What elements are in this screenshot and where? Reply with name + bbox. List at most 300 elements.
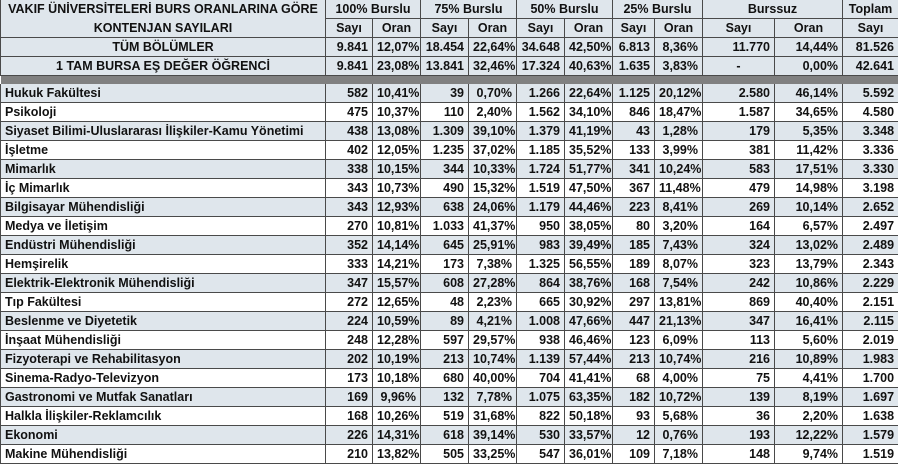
cell: 23,08%	[373, 57, 421, 76]
cell: 10,37%	[373, 103, 421, 122]
summary-label: 1 TAM BURSA EŞ DEĞER ÖĞRENCİ	[1, 57, 326, 76]
table-row	[1, 179, 898, 198]
cell: 57,44%	[565, 350, 613, 369]
cell: 182	[613, 388, 655, 407]
cell: 9.841	[326, 38, 373, 57]
cell: 8,41%	[655, 198, 703, 217]
cell: 402	[326, 141, 373, 160]
cell: 39,49%	[565, 236, 613, 255]
cell: 1.579	[843, 426, 898, 445]
cell: 213	[613, 350, 655, 369]
cell: 618	[421, 426, 469, 445]
table-row	[1, 103, 898, 122]
cell: 4,00%	[655, 369, 703, 388]
cell: 297	[613, 293, 655, 312]
cell: 2,20%	[775, 407, 843, 426]
cell: 5.592	[843, 84, 898, 103]
cell: 139	[703, 388, 775, 407]
cell: 12,93%	[373, 198, 421, 217]
cell: 123	[613, 331, 655, 350]
cell: 173	[421, 255, 469, 274]
cell: 1.309	[421, 122, 469, 141]
department-name: İnşaat Mühendisliği	[1, 331, 326, 350]
cell: 22,64%	[469, 38, 517, 57]
department-name: Endüstri Mühendisliği	[1, 236, 326, 255]
cell: 10,59%	[373, 312, 421, 331]
cell: 864	[517, 274, 565, 293]
cell: 50,18%	[565, 407, 613, 426]
cell: 3.330	[843, 160, 898, 179]
cell: 8,19%	[775, 388, 843, 407]
cell: 40,40%	[775, 293, 843, 312]
cell: 12,07%	[373, 38, 421, 57]
cell: 8,36%	[655, 38, 703, 57]
summary-label: TÜM BÖLÜMLER	[1, 38, 326, 57]
cell: 7,43%	[655, 236, 703, 255]
department-name: Medya ve İletişim	[1, 217, 326, 236]
cell: 17.324	[517, 57, 565, 76]
cell: 46,14%	[775, 84, 843, 103]
cell: 41,37%	[469, 217, 517, 236]
cell: 47,66%	[565, 312, 613, 331]
cell: 11.770	[703, 38, 775, 57]
table-row	[1, 331, 898, 350]
cell: 3,20%	[655, 217, 703, 236]
cell: 1.235	[421, 141, 469, 160]
cell: 38,76%	[565, 274, 613, 293]
group-header-50: 50% Burslu	[517, 0, 613, 19]
department-name: Ekonomi	[1, 426, 326, 445]
department-name: Fizyoterapi ve Rehabilitasyon	[1, 350, 326, 369]
cell: 7,54%	[655, 274, 703, 293]
cell: 81.526	[843, 38, 898, 57]
table-row	[1, 255, 898, 274]
cell: 32,46%	[469, 57, 517, 76]
cell: 38,05%	[565, 217, 613, 236]
cell: 22,64%	[565, 84, 613, 103]
cell: 202	[326, 350, 373, 369]
summary-row-all	[1, 38, 898, 57]
department-name: Sinema-Radyo-Televizyon	[1, 369, 326, 388]
cell: 10,14%	[775, 198, 843, 217]
cell: 10,89%	[775, 350, 843, 369]
cell: 4.580	[843, 103, 898, 122]
cell: 333	[326, 255, 373, 274]
cell: 223	[613, 198, 655, 217]
cell: 10,26%	[373, 407, 421, 426]
cell: 9,74%	[775, 445, 843, 464]
cell: 1.266	[517, 84, 565, 103]
group-header-25: 25% Burslu	[613, 0, 703, 19]
cell: 33,25%	[469, 445, 517, 464]
cell: 2,23%	[469, 293, 517, 312]
cell: 950	[517, 217, 565, 236]
cell: 1,28%	[655, 122, 703, 141]
summary-row-equivalent	[1, 57, 898, 76]
col-header-oran: Oran	[373, 19, 421, 38]
cell: 10,33%	[469, 160, 517, 179]
cell: 367	[613, 179, 655, 198]
department-name: Siyaset Bilimi-Uluslararası İlişkiler-Kamu Yönetimi	[1, 122, 326, 141]
group-header-100: 100% Burslu	[326, 0, 421, 19]
cell: 63,35%	[565, 388, 613, 407]
cell: 34,65%	[775, 103, 843, 122]
cell: 1.635	[613, 57, 655, 76]
cell: 80	[613, 217, 655, 236]
cell: 10,74%	[655, 350, 703, 369]
cell: 13,81%	[655, 293, 703, 312]
cell: 25,91%	[469, 236, 517, 255]
cell: 324	[703, 236, 775, 255]
cell: 24,06%	[469, 198, 517, 217]
cell: 3,99%	[655, 141, 703, 160]
cell: 2.489	[843, 236, 898, 255]
cell: 1.379	[517, 122, 565, 141]
table-row	[1, 407, 898, 426]
cell: 89	[421, 312, 469, 331]
cell: 4,21%	[469, 312, 517, 331]
cell: 210	[326, 445, 373, 464]
table-row	[1, 369, 898, 388]
separator-bar	[1, 76, 898, 85]
cell: 13,82%	[373, 445, 421, 464]
cell: 5,35%	[775, 122, 843, 141]
department-name: Halkla İlişkiler-Reklamcılık	[1, 407, 326, 426]
cell: 270	[326, 217, 373, 236]
cell: 164	[703, 217, 775, 236]
cell: 7,38%	[469, 255, 517, 274]
col-header-sayi: Sayı	[843, 19, 898, 38]
cell: 18,47%	[655, 103, 703, 122]
cell: 846	[613, 103, 655, 122]
cell: 1.519	[517, 179, 565, 198]
cell: 3.336	[843, 141, 898, 160]
cell: 2.229	[843, 274, 898, 293]
cell: 30,92%	[565, 293, 613, 312]
cell: 608	[421, 274, 469, 293]
cell: 18.454	[421, 38, 469, 57]
cell: 1.325	[517, 255, 565, 274]
cell: 645	[421, 236, 469, 255]
department-name: İşletme	[1, 141, 326, 160]
cell: 490	[421, 179, 469, 198]
cell: 10,15%	[373, 160, 421, 179]
cell: 1.008	[517, 312, 565, 331]
cell: 2,40%	[469, 103, 517, 122]
table-row	[1, 426, 898, 445]
cell: 193	[703, 426, 775, 445]
col-header-sayi: Sayı	[517, 19, 565, 38]
cell: 109	[613, 445, 655, 464]
cell: 10,19%	[373, 350, 421, 369]
cell: 12,65%	[373, 293, 421, 312]
cell: 347	[703, 312, 775, 331]
department-name: Tıp Fakültesi	[1, 293, 326, 312]
cell: 39	[421, 84, 469, 103]
cell: 12	[613, 426, 655, 445]
department-name: Elektrik-Elektronik Mühendisliği	[1, 274, 326, 293]
cell: 1.125	[613, 84, 655, 103]
cell: 35,52%	[565, 141, 613, 160]
table-row	[1, 312, 898, 331]
cell: 8,07%	[655, 255, 703, 274]
col-header-sayi: Sayı	[326, 19, 373, 38]
cell: 10,86%	[775, 274, 843, 293]
table-row	[1, 350, 898, 369]
cell: 1.033	[421, 217, 469, 236]
cell: 344	[421, 160, 469, 179]
cell: 338	[326, 160, 373, 179]
cell: 519	[421, 407, 469, 426]
cell: 352	[326, 236, 373, 255]
cell: 10,81%	[373, 217, 421, 236]
cell: 21,13%	[655, 312, 703, 331]
table-row	[1, 160, 898, 179]
table-row	[1, 122, 898, 141]
cell: 10,72%	[655, 388, 703, 407]
cell: 51,77%	[565, 160, 613, 179]
cell: 40,63%	[565, 57, 613, 76]
cell: 189	[613, 255, 655, 274]
summary-section	[1, 38, 898, 85]
cell: 213	[421, 350, 469, 369]
table-row	[1, 388, 898, 407]
cell: 248	[326, 331, 373, 350]
cell: 869	[703, 293, 775, 312]
table-row	[1, 236, 898, 255]
col-header-sayi: Sayı	[613, 19, 655, 38]
cell: 42.641	[843, 57, 898, 76]
cell: 7,18%	[655, 445, 703, 464]
cell: 16,41%	[775, 312, 843, 331]
cell: 10,24%	[655, 160, 703, 179]
table-row	[1, 217, 898, 236]
cell: 1.724	[517, 160, 565, 179]
cell: 3.348	[843, 122, 898, 141]
department-name: Makine Mühendisliği	[1, 445, 326, 464]
cell: 40,00%	[469, 369, 517, 388]
cell: 0,00%	[775, 57, 843, 76]
cell: 1.587	[703, 103, 775, 122]
table-row	[1, 141, 898, 160]
cell: 3.198	[843, 179, 898, 198]
cell: 1.139	[517, 350, 565, 369]
cell: 9.841	[326, 57, 373, 76]
cell: 68	[613, 369, 655, 388]
cell: 242	[703, 274, 775, 293]
cell: 34,10%	[565, 103, 613, 122]
cell: 582	[326, 84, 373, 103]
cell: 1.179	[517, 198, 565, 217]
col-header-sayi: Sayı	[703, 19, 775, 38]
department-name: Hemşirelik	[1, 255, 326, 274]
table-row	[1, 445, 898, 464]
cell: 447	[613, 312, 655, 331]
cell: 14,31%	[373, 426, 421, 445]
cell: 6.813	[613, 38, 655, 57]
cell: 0,76%	[655, 426, 703, 445]
cell: 13,79%	[775, 255, 843, 274]
cell: 46,46%	[565, 331, 613, 350]
cell: 75	[703, 369, 775, 388]
cell: 269	[703, 198, 775, 217]
cell: 27,28%	[469, 274, 517, 293]
cell: 475	[326, 103, 373, 122]
cell: 110	[421, 103, 469, 122]
cell: 33,57%	[565, 426, 613, 445]
cell: 14,44%	[775, 38, 843, 57]
col-header-oran: Oran	[775, 19, 843, 38]
cell: 5,68%	[655, 407, 703, 426]
cell: 343	[326, 179, 373, 198]
cell: 665	[517, 293, 565, 312]
table-title-line2: KONTENJAN SAYILARI	[1, 19, 326, 38]
cell: 547	[517, 445, 565, 464]
cell: 12,05%	[373, 141, 421, 160]
col-header-oran: Oran	[469, 19, 517, 38]
table-row	[1, 198, 898, 217]
cell: 12,22%	[775, 426, 843, 445]
cell: 9,96%	[373, 388, 421, 407]
col-header-oran: Oran	[565, 19, 613, 38]
department-rows	[1, 84, 898, 464]
table-title-line1: VAKIF ÜNİVERSİTELERİ BURS ORANLARINA GÖRE	[1, 0, 326, 19]
cell: 56,55%	[565, 255, 613, 274]
cell: 173	[326, 369, 373, 388]
cell: 1.697	[843, 388, 898, 407]
cell: 10,73%	[373, 179, 421, 198]
cell: 938	[517, 331, 565, 350]
cell: 34.648	[517, 38, 565, 57]
cell: 14,98%	[775, 179, 843, 198]
cell: 2.343	[843, 255, 898, 274]
cell: 39,10%	[469, 122, 517, 141]
cell: -	[703, 57, 775, 76]
cell: 14,14%	[373, 236, 421, 255]
cell: 1.185	[517, 141, 565, 160]
cell: 2.580	[703, 84, 775, 103]
cell: 597	[421, 331, 469, 350]
cell: 1.638	[843, 407, 898, 426]
cell: 13.841	[421, 57, 469, 76]
cell: 41,41%	[565, 369, 613, 388]
cell: 179	[703, 122, 775, 141]
cell: 704	[517, 369, 565, 388]
cell: 323	[703, 255, 775, 274]
cell: 20,12%	[655, 84, 703, 103]
cell: 43	[613, 122, 655, 141]
cell: 29,57%	[469, 331, 517, 350]
table-row	[1, 293, 898, 312]
cell: 983	[517, 236, 565, 255]
cell: 42,50%	[565, 38, 613, 57]
cell: 3,83%	[655, 57, 703, 76]
cell: 479	[703, 179, 775, 198]
cell: 2.497	[843, 217, 898, 236]
department-name: Mimarlık	[1, 160, 326, 179]
col-header-sayi: Sayı	[421, 19, 469, 38]
cell: 2.652	[843, 198, 898, 217]
cell: 148	[703, 445, 775, 464]
cell: 10,18%	[373, 369, 421, 388]
department-name: Hukuk Fakültesi	[1, 84, 326, 103]
cell: 6,57%	[775, 217, 843, 236]
cell: 4,41%	[775, 369, 843, 388]
cell: 7,78%	[469, 388, 517, 407]
cell: 169	[326, 388, 373, 407]
cell: 343	[326, 198, 373, 217]
department-name: Bilgisayar Mühendisliği	[1, 198, 326, 217]
cell: 10,74%	[469, 350, 517, 369]
group-header-toplam: Toplam	[843, 0, 898, 19]
cell: 113	[703, 331, 775, 350]
cell: 0,70%	[469, 84, 517, 103]
cell: 1.983	[843, 350, 898, 369]
cell: 15,57%	[373, 274, 421, 293]
cell: 15,32%	[469, 179, 517, 198]
cell: 381	[703, 141, 775, 160]
cell: 14,21%	[373, 255, 421, 274]
department-name: İç Mimarlık	[1, 179, 326, 198]
department-name: Beslenme ve Diyetetik	[1, 312, 326, 331]
cell: 5,60%	[775, 331, 843, 350]
cell: 10,41%	[373, 84, 421, 103]
cell: 1.519	[843, 445, 898, 464]
department-name: Gastronomi ve Mutfak Sanatları	[1, 388, 326, 407]
cell: 13,02%	[775, 236, 843, 255]
table-row	[1, 274, 898, 293]
cell: 39,14%	[469, 426, 517, 445]
cell: 185	[613, 236, 655, 255]
cell: 1.562	[517, 103, 565, 122]
cell: 505	[421, 445, 469, 464]
cell: 11,48%	[655, 179, 703, 198]
cell: 1.075	[517, 388, 565, 407]
cell: 680	[421, 369, 469, 388]
cell: 37,02%	[469, 141, 517, 160]
cell: 638	[421, 198, 469, 217]
cell: 13,08%	[373, 122, 421, 141]
cell: 48	[421, 293, 469, 312]
cell: 341	[613, 160, 655, 179]
cell: 31,68%	[469, 407, 517, 426]
col-header-oran: Oran	[655, 19, 703, 38]
cell: 133	[613, 141, 655, 160]
cell: 2.115	[843, 312, 898, 331]
cell: 132	[421, 388, 469, 407]
cell: 36,01%	[565, 445, 613, 464]
cell: 224	[326, 312, 373, 331]
cell: 168	[613, 274, 655, 293]
cell: 17,51%	[775, 160, 843, 179]
cell: 583	[703, 160, 775, 179]
cell: 347	[326, 274, 373, 293]
cell: 226	[326, 426, 373, 445]
cell: 168	[326, 407, 373, 426]
cell: 530	[517, 426, 565, 445]
cell: 93	[613, 407, 655, 426]
cell: 1.700	[843, 369, 898, 388]
cell: 2.019	[843, 331, 898, 350]
cell: 822	[517, 407, 565, 426]
cell: 41,19%	[565, 122, 613, 141]
cell: 2.151	[843, 293, 898, 312]
cell: 12,28%	[373, 331, 421, 350]
cell: 36	[703, 407, 775, 426]
cell: 11,42%	[775, 141, 843, 160]
table-header	[1, 0, 898, 38]
table-row	[1, 84, 898, 103]
